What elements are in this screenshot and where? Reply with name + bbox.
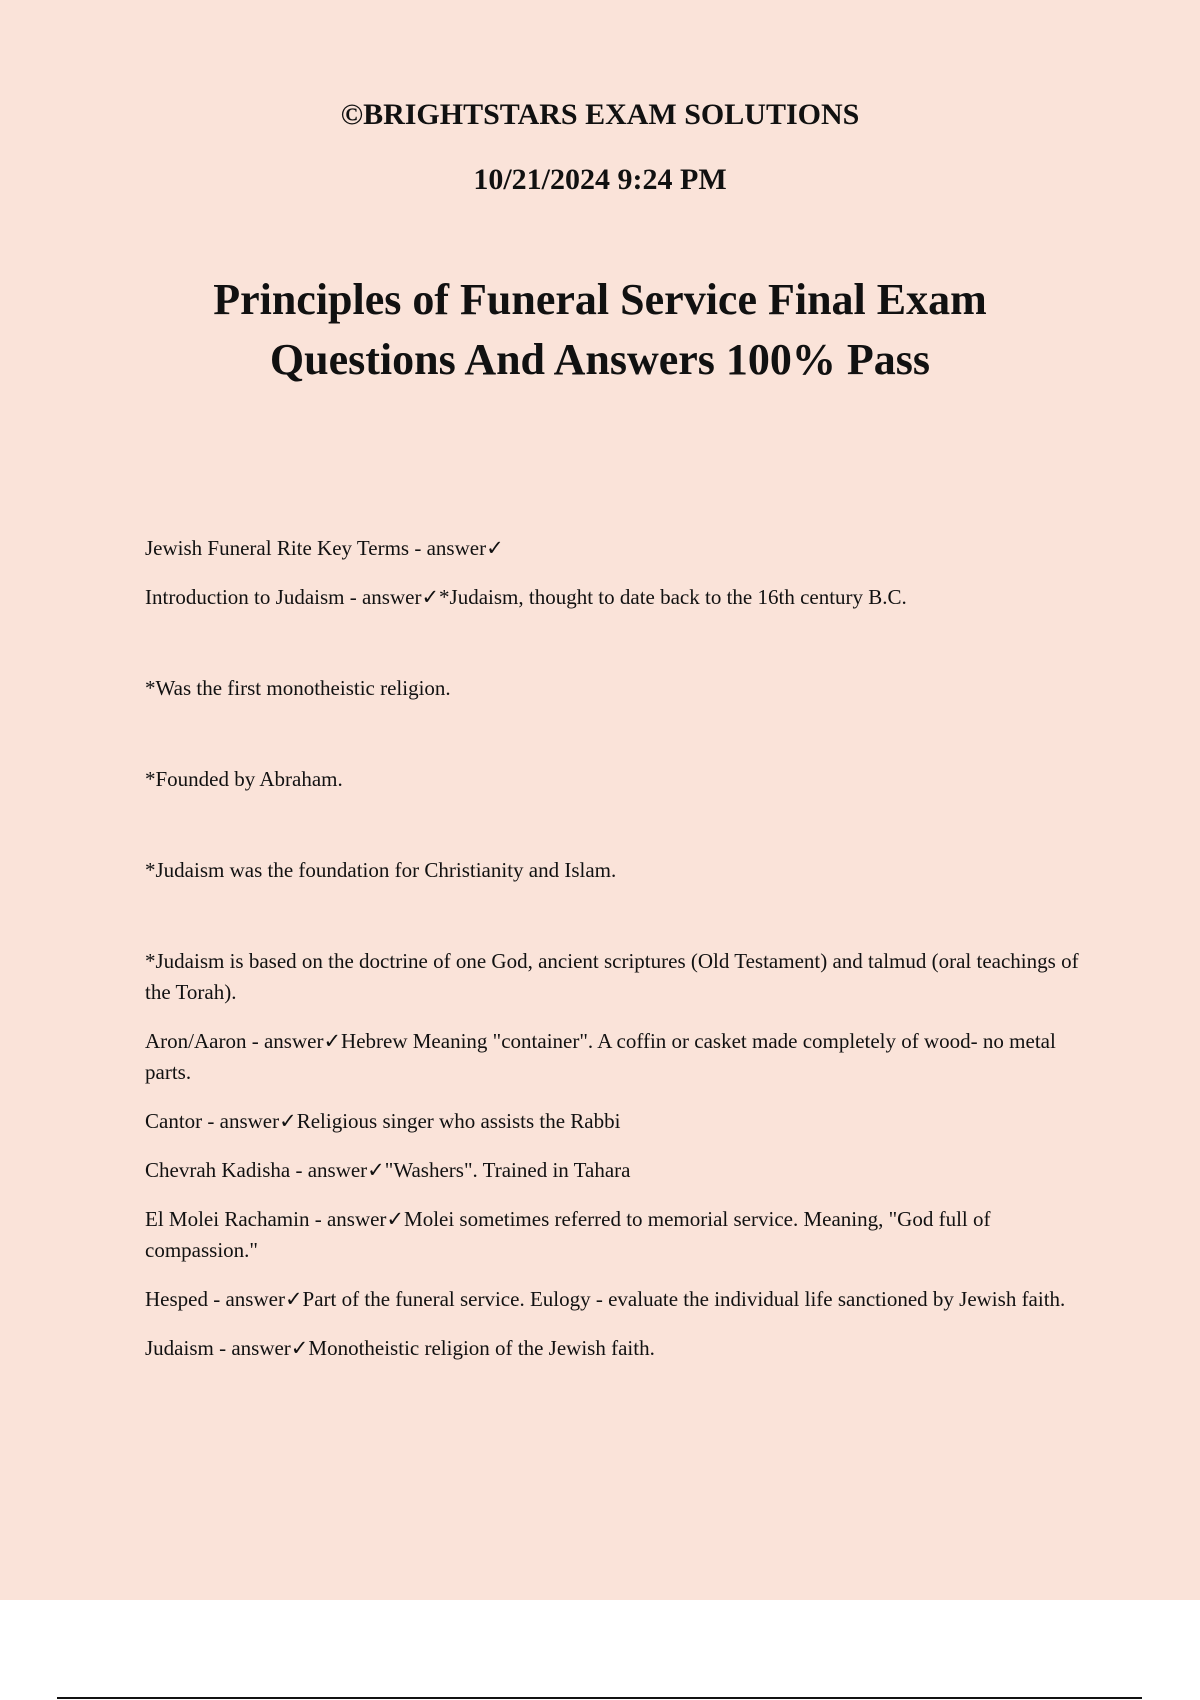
brand-header: ©BRIGHTSTARS EXAM SOLUTIONS bbox=[340, 98, 860, 131]
paragraph-gap bbox=[145, 813, 1085, 855]
qa-content bbox=[145, 533, 1085, 1382]
timestamp-header: 10/21/2024 9:24 PM bbox=[473, 163, 727, 196]
paragraph-gap bbox=[145, 631, 1085, 673]
document-title bbox=[100, 270, 1100, 390]
qa-entry: Introduction to Judaism - answer✓*Judaism, thought to date back to the 16th century B.C. bbox=[145, 585, 907, 609]
title-line-2: Questions And Answers 100% Pass bbox=[269, 335, 931, 384]
qa-entry: Hesped - answer✓Part of the funeral service. Eulogy - evaluate the individual life sanctioned by Jewish faith. bbox=[145, 1287, 1066, 1311]
qa-entry: *Founded by Abraham. bbox=[145, 767, 343, 791]
title-line-1: Principles of Funeral Service Final Exam bbox=[213, 275, 987, 324]
qa-entry: *Judaism is based on the doctrine of one God, ancient scriptures (Old Testament) and talmud (oral teachings of the Torah). bbox=[145, 949, 1079, 1004]
qa-entry: Aron/Aaron - answer✓Hebrew Meaning "container". A coffin or casket made completely of wood- no metal parts. bbox=[145, 1029, 1056, 1084]
qa-entry: *Was the first monotheistic religion. bbox=[145, 676, 451, 700]
qa-entry: Judaism - answer✓Monotheistic religion of the Jewish faith. bbox=[145, 1336, 655, 1360]
qa-entry: Chevrah Kadisha - answer✓"Washers". Trained in Tahara bbox=[145, 1158, 631, 1182]
footer-divider bbox=[57, 1697, 1142, 1699]
qa-entry: Jewish Funeral Rite Key Terms - answer✓ bbox=[145, 536, 504, 560]
paragraph-gap bbox=[145, 904, 1085, 946]
paragraph-gap bbox=[145, 722, 1085, 764]
qa-entry: *Judaism was the foundation for Christianity and Islam. bbox=[145, 858, 617, 882]
qa-entry: Cantor - answer✓Religious singer who assists the Rabbi bbox=[145, 1109, 621, 1133]
qa-entry: El Molei Rachamin - answer✓Molei sometimes referred to memorial service. Meaning, "God full of compassion." bbox=[145, 1207, 991, 1262]
